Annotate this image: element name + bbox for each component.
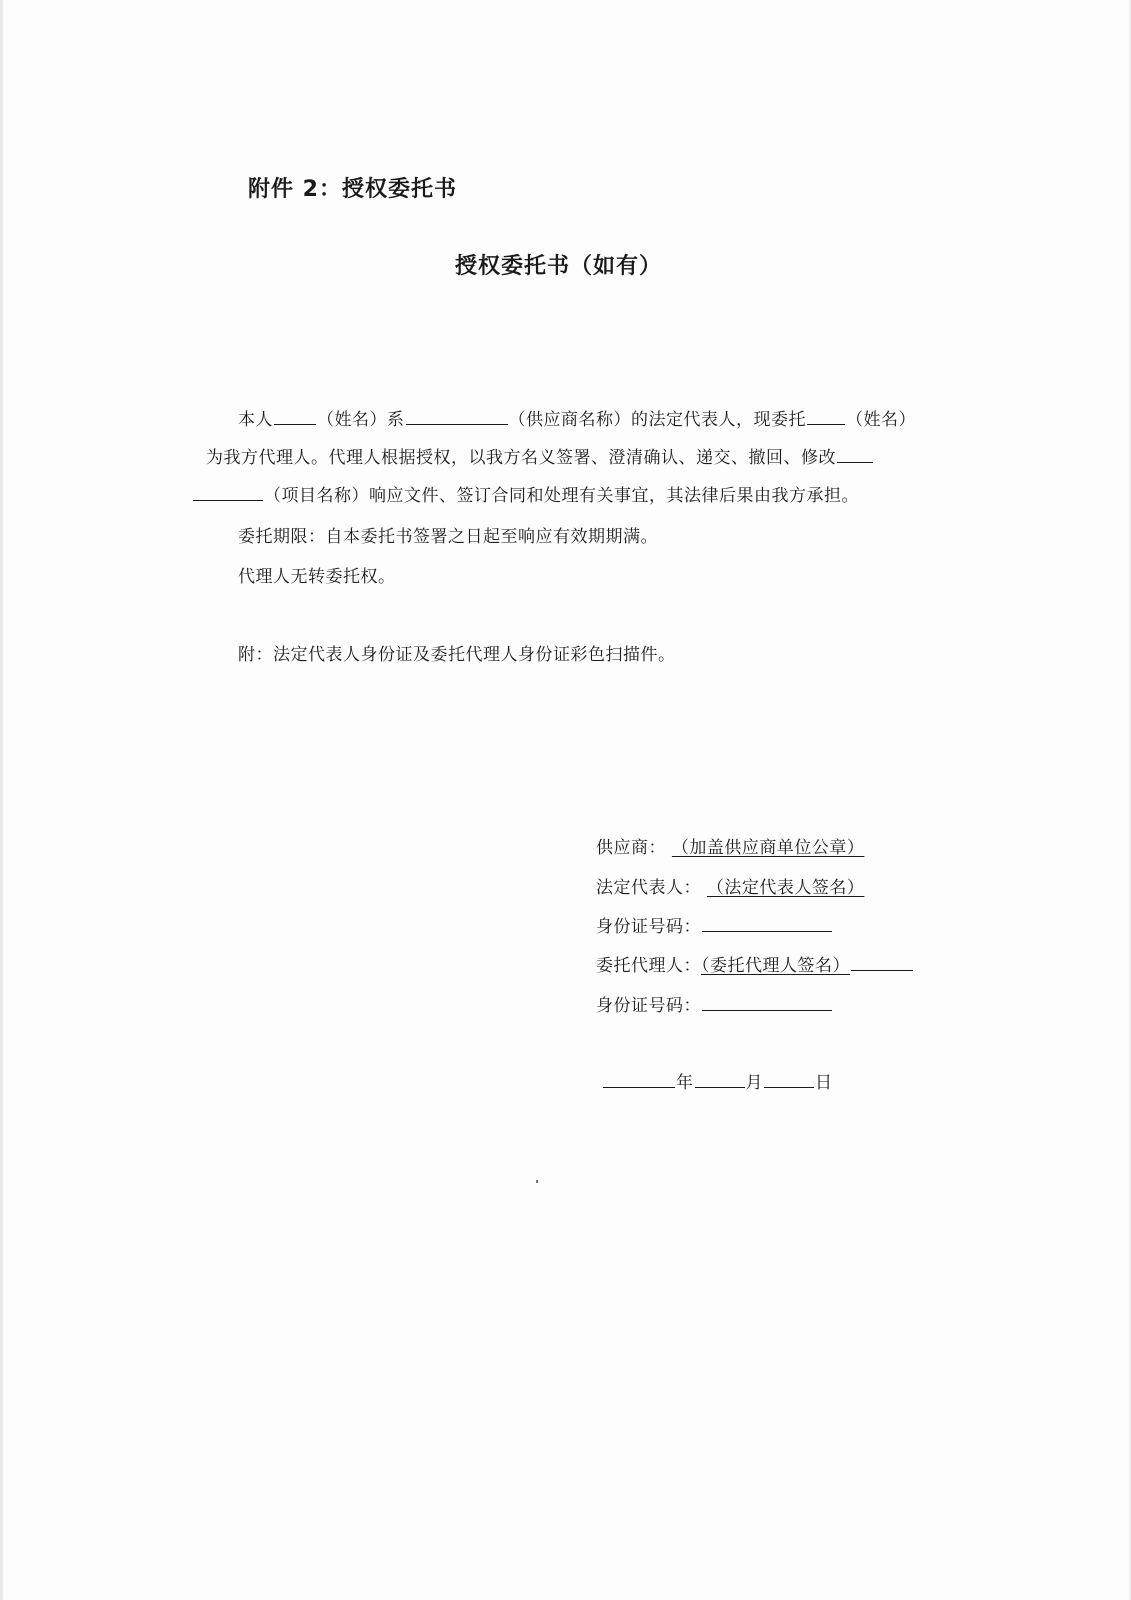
text-segment: （项目名称）响应文件、签订合同和处理有关事宜，其法律后果由我方承担。 (264, 486, 859, 506)
agent-label: 委托代理人： (596, 956, 701, 976)
supplier-row (596, 833, 864, 858)
text-segment: （姓名）系 (317, 410, 405, 430)
blank-agent-name (807, 408, 845, 425)
year-label: 年 (676, 1073, 694, 1093)
body-line-3 (192, 481, 859, 506)
text-segment: （姓名） (846, 410, 916, 430)
legal-rep-label: 法定代表人： (596, 878, 701, 898)
no-transfer-line: 代理人无转委托权。 (238, 567, 396, 587)
agent-signature-field: （委托代理人签名） (701, 956, 850, 976)
blank-supplier-name (406, 408, 508, 425)
attachment-title: 附件 2：授权委托书 (248, 177, 457, 202)
body-line-2 (206, 443, 874, 468)
year-blank (603, 1071, 675, 1088)
id-number-blank (702, 915, 832, 932)
attachment-note: 附：法定代表人身份证及委托代理人身份证彩色扫描件。 (238, 645, 676, 665)
text-segment: 本人 (238, 410, 273, 430)
text-segment: 为我方代理人。代理人根据授权，以我方名义签署、澄清确认、递交、撤回、修改 (206, 448, 836, 468)
id-number-label: 身份证号码： (596, 996, 701, 1016)
legal-rep-row (596, 873, 864, 898)
document-title: 授权委托书（如有） (455, 254, 663, 279)
scan-edge-left (0, 0, 3, 1600)
day-label: 日 (815, 1073, 833, 1093)
legal-rep-signature-field: （法定代表人签名） (706, 878, 865, 898)
id-number-row-2 (596, 991, 833, 1016)
month-blank (695, 1071, 745, 1088)
date-row (602, 1068, 833, 1093)
id-number-label: 身份证号码： (596, 917, 701, 937)
agent-signature-blank (851, 954, 913, 971)
blank-project-name-end (193, 484, 263, 501)
period-line: 委托期限：自本委托书签署之日起至响应有效期期满。 (238, 527, 658, 547)
month-label: 月 (745, 1073, 763, 1093)
agent-row (596, 951, 914, 976)
text-segment: （供应商名称）的法定代表人，现委托 (508, 410, 806, 430)
day-blank (764, 1071, 814, 1088)
id-number-blank (702, 994, 832, 1011)
blank-name (274, 408, 316, 425)
id-number-row-1 (596, 912, 833, 937)
blank-project-name-start (837, 446, 873, 463)
supplier-label: 供应商： (596, 838, 666, 858)
scan-speck (536, 1180, 538, 1183)
supplier-seal-field: （加盖供应商单位公章） (671, 838, 865, 858)
body-line-1 (238, 405, 916, 430)
